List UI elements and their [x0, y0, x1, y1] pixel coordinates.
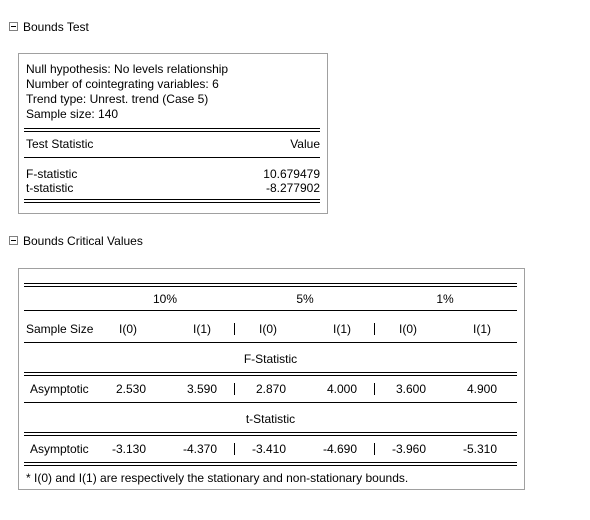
t-1-i0: -3.960 [392, 442, 427, 456]
bounds-test-panel [18, 53, 328, 214]
divider [24, 199, 320, 200]
divider [24, 435, 517, 436]
i1-header: I(1) [193, 322, 211, 336]
f-5-i1: 4.000 [326, 382, 357, 396]
sample-size-header: Sample Size [26, 322, 94, 336]
sample-size-text: Sample size: 140 [26, 107, 119, 121]
column-separator [234, 323, 235, 335]
cointegrating-variables-text: Number of cointegrating variables: 6 [26, 77, 219, 91]
i1-header: I(1) [333, 322, 351, 336]
null-hypothesis-text: Null hypothesis: No levels relationship [26, 62, 229, 76]
divider [24, 310, 517, 311]
t-1-i1: -5.310 [462, 442, 497, 456]
divider [24, 128, 320, 129]
t-10-i0: -3.130 [112, 442, 147, 456]
column-separator [234, 443, 235, 455]
divider [24, 432, 517, 433]
collapse-icon[interactable] [9, 22, 18, 31]
f-statistic-group-label: F-Statistic [243, 352, 298, 366]
f-statistic-value: 10.679479 [263, 167, 320, 181]
divider [24, 465, 517, 466]
t-10-i1: -4.370 [182, 442, 217, 456]
t-5-i0: -3.410 [252, 442, 287, 456]
level-1-header: 1% [436, 292, 454, 306]
level-5-header: 5% [296, 292, 314, 306]
i0-header: I(0) [119, 322, 137, 336]
column-separator [234, 383, 235, 395]
f-10-i1: 3.590 [186, 382, 217, 396]
f-1-i1: 4.900 [466, 382, 497, 396]
bounds-critical-values-title: Bounds Critical Values [23, 234, 143, 248]
divider [24, 202, 320, 203]
i0-header: I(0) [259, 322, 277, 336]
divider [24, 283, 517, 284]
value-header: Value [290, 137, 320, 151]
t-5-i1: -4.690 [322, 442, 357, 456]
bounds-test-title: Bounds Test [23, 20, 89, 34]
column-separator [374, 443, 375, 455]
i0-header: I(0) [399, 322, 417, 336]
divider [24, 462, 517, 463]
f-1-i0: 3.600 [396, 382, 427, 396]
t-statistic-value: -8.277902 [265, 181, 320, 195]
column-separator [374, 383, 375, 395]
divider [24, 342, 517, 343]
column-separator [374, 323, 375, 335]
footnote: * I(0) and I(1) are respectively the stationary and non-stationary bounds. [26, 471, 409, 485]
f-10-i0: 2.530 [116, 382, 147, 396]
divider [24, 375, 517, 376]
divider [24, 402, 517, 403]
divider [24, 157, 320, 158]
level-10-header: 10% [152, 292, 178, 306]
trend-type-text: Trend type: Unrest. trend (Case 5) [26, 92, 209, 106]
divider [24, 131, 320, 132]
test-statistic-header: Test Statistic [26, 137, 94, 151]
divider [24, 372, 517, 373]
asymptotic-row-label: Asymptotic [30, 442, 89, 456]
f-statistic-label: F-statistic [26, 167, 78, 181]
f-5-i0: 2.870 [256, 382, 287, 396]
critical-values-panel [18, 268, 525, 490]
t-statistic-label: t-statistic [26, 181, 74, 195]
asymptotic-row-label: Asymptotic [30, 382, 89, 396]
t-statistic-group-label: t-Statistic [245, 412, 296, 426]
divider [24, 286, 517, 287]
collapse-icon[interactable] [9, 236, 18, 245]
i1-header: I(1) [473, 322, 491, 336]
